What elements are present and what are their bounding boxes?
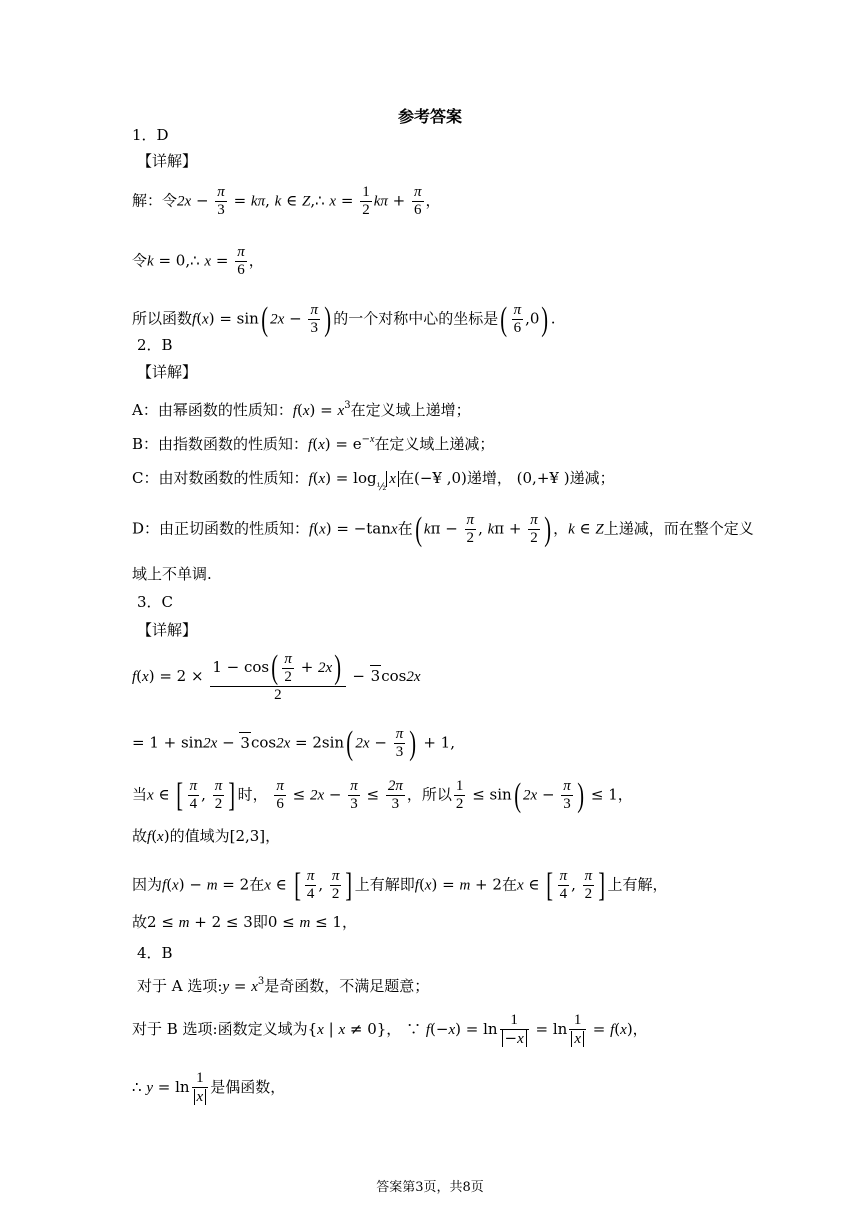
q2-answer: 2．B [137,336,173,354]
q4-a-line: 对于 A 选项:y = $x^3$是奇函数，不满足题意； [137,976,430,995]
q1-let-line: 令k = 0,∴ x = $\frac{\pi}{6}$ ， [132,244,264,278]
q3-simplify-line: = 1 + sin2x − 3cos2x = 2sin( 2x − $\frac{\pi}{3}$ ) + 1, [132,724,455,762]
q3-conclusion-line: 故2 ≤ m + 2 ≤ 3即0 ≤ m ≤ 1， [132,913,357,931]
q3-expr-line: f(x) = 2 × 1 − cos( $\frac{\pi}{2}$ + 2x) 2 − 3cos2x [132,649,421,703]
q1-detail-label: 【详解】 [137,152,198,170]
q2-a-line: A：由幂函数的性质知：$f(x) = x^3$在定义域上递增； [132,400,471,419]
q1-answer: 1．D [132,126,169,144]
q2-d-continuation: 域上不单调. [132,565,212,583]
q2-b-line: B：由指数函数的性质知：$f(x) = e^{-x}$在定义域上递减； [132,434,495,453]
q3-interval-line: 当x ∈ [ $\frac{\pi}{4}$ , $\frac{\pi}{2}$ ] 时， $\frac{\pi}{6}$ ≤ 2x − $\frac{\pi}{3}$ ≤ $\frac{2\pi}{3}$ ，所以 $\frac{1}{2}$ ≤ sin( 2x − $\frac{\pi}{3}$ ) ≤ 1， [132,776,633,814]
q4-answer: 4．B [137,944,173,962]
page-title: 参考答案 [397,107,462,126]
q3-detail-label: 【详解】 [137,621,198,639]
q3-answer: 3．C [137,593,174,611]
page-footer: 答案第3页，共8页 [376,1180,484,1195]
q4-even-line: ∴ y = ln $\frac{1}{x}$ 是偶函数， [132,1070,286,1105]
q1-result-line: 所以函数f(x) = sin( 2x − $\frac{\pi}{3}$ ) 的一个对称中心的坐标是( $\frac{\pi}{6}$ ,0) . [132,300,556,338]
q3-range-line: 故f(x)的值域为[2,3]， [132,827,281,845]
q2-detail-label: 【详解】 [137,363,198,381]
q2-d-line: D：由正切函数的性质知：f(x) = −tanx在( kπ − $\frac{\pi}{2}$ , kπ + $\frac{\pi}{2}$ ) ，k ∈ Z上递减，而在整个定义 [132,510,754,548]
q3-because-line: 因为f(x) − m = 2在x ∈ [ $\frac{\pi}{4}$ , $\frac{\pi}{2}$ ] 上有解即f(x) = m + 2在x ∈ [ $\frac{\pi}{4}$ , $\frac{\pi}{2}$ ] 上有解， [132,866,668,904]
q4-b-line: 对于 B 选项:函数定义域为{x | x ≠ 0}， ∵ f(−x) = ln $\frac{1}{-x}$ = ln $\frac{1}{x}$ = f(x)， [132,1012,648,1047]
q1-solve-line: 解：令2x − $\frac{\pi}{3}$ = kπ, k ∈ Z,∴ x = $\frac{1}{2}$ kπ + $\frac{\pi}{6}$ ， [132,184,441,218]
q2-c-line: C：由对数函数的性质知：$f(x) = \log_{\frac{1}{2}}x$ 在(−¥ ,0)递增， (0,+¥ )递减； [132,469,615,493]
